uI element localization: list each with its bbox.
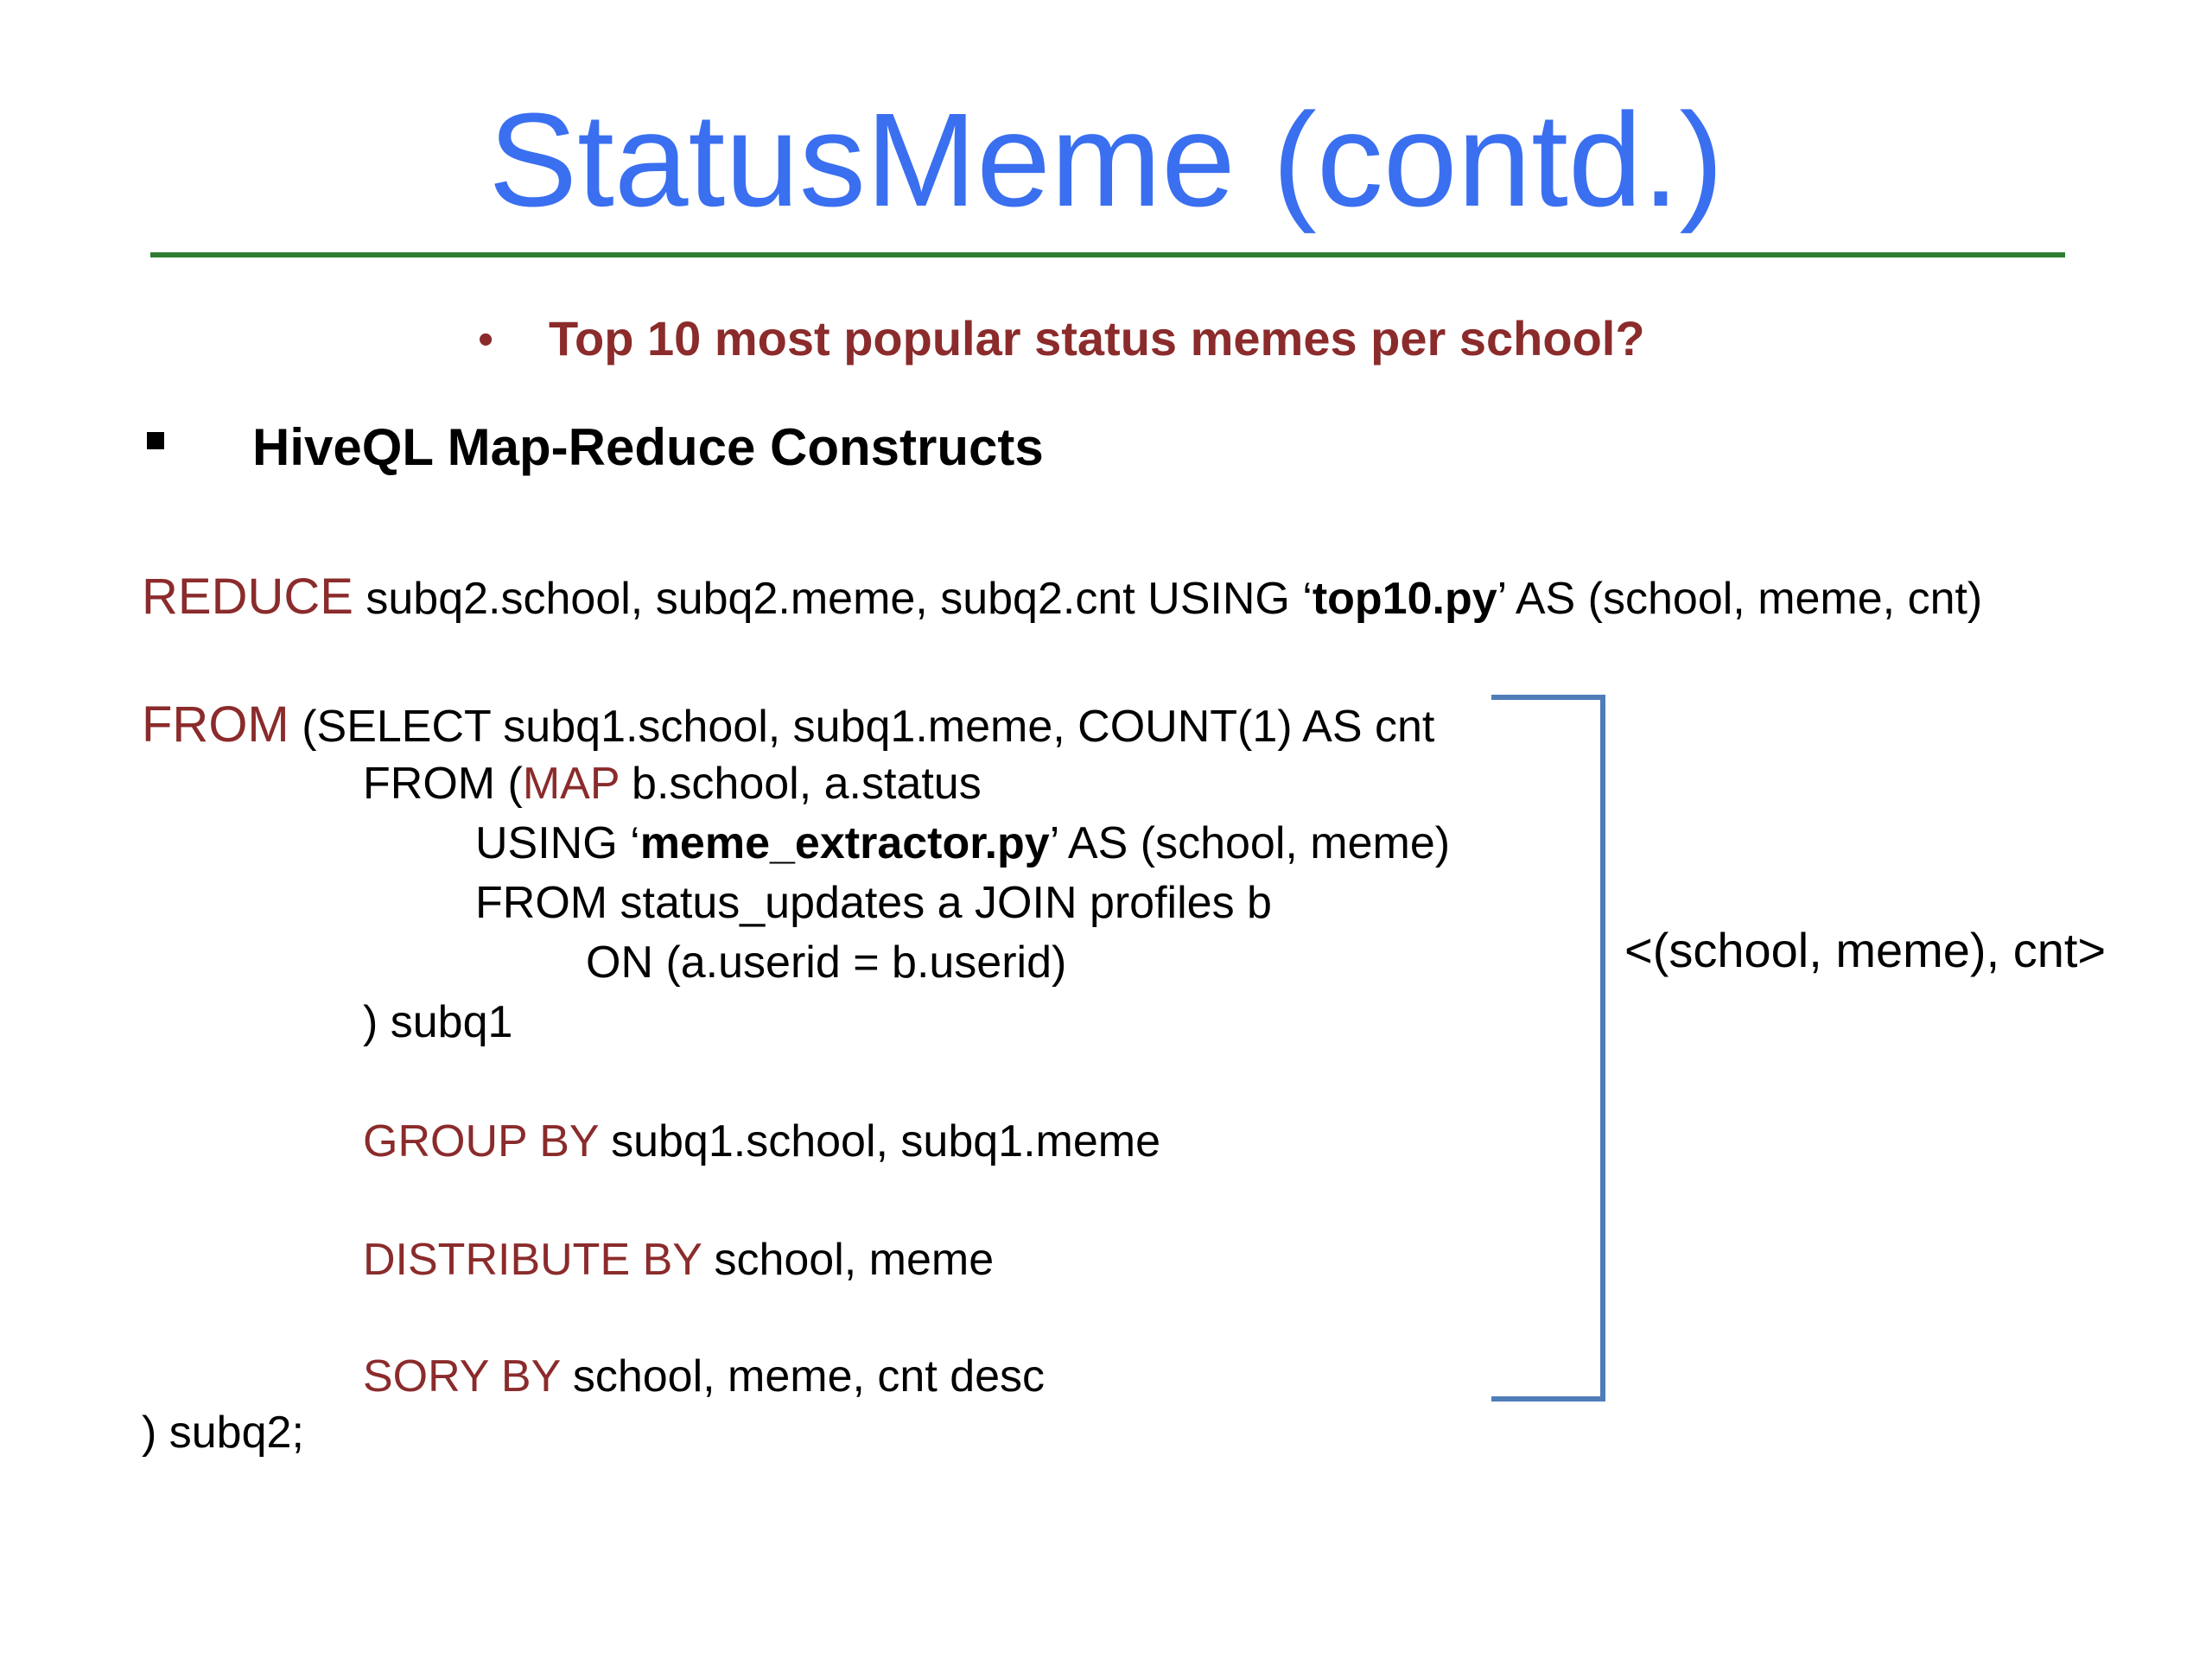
code-line-distribute-by (363, 1231, 994, 1288)
code-text: subq2.school, subq2.meme, subq2.cnt USING ‘ (353, 574, 1313, 624)
code-line-subq2-close (142, 1404, 304, 1461)
result-annotation: <(school, meme), cnt> (1624, 923, 2107, 977)
code-text: ) subq2; (142, 1408, 304, 1458)
code-line-subq1-close (363, 994, 512, 1051)
code-line-reduce (142, 569, 1982, 627)
code-text: FROM ( (363, 759, 523, 809)
heading-bullet-square (147, 432, 164, 449)
question-text: Top 10 most popular status memes per school? (549, 311, 1645, 365)
title-divider (150, 252, 2065, 257)
code-text: (SELECT subq1.school, subq1.meme, COUNT(1) AS cnt (289, 702, 1435, 752)
script-name-top10: top10.py (1312, 574, 1497, 624)
subquery-bracket (1491, 695, 1605, 1402)
code-line-join (475, 874, 1272, 931)
code-text: school, meme, cnt desc (560, 1351, 1046, 1402)
code-text: b.school, a.status (619, 759, 982, 809)
script-name-meme-extractor: meme_extractor.py (639, 818, 1050, 868)
code-text: subq1.school, subq1.meme (598, 1116, 1161, 1166)
question-bullet: • (478, 315, 494, 365)
section-heading: HiveQL Map-Reduce Constructs (252, 418, 1044, 476)
keyword-distribute-by: DISTRIBUTE BY (363, 1235, 702, 1285)
code-line-inner-from (363, 755, 982, 812)
code-text: school, meme (702, 1235, 995, 1285)
code-line-from (142, 696, 1434, 755)
code-text: ) subq1 (363, 997, 513, 1047)
code-line-using (475, 815, 1450, 872)
code-line-group-by (363, 1113, 1160, 1170)
code-line-on (586, 934, 1066, 991)
slide-title: StatusMeme (contd.) (488, 86, 1724, 234)
code-text: ON (a.userid = b.userid) (586, 938, 1067, 988)
keyword-from: FROM (142, 696, 289, 753)
code-line-sort-by (363, 1348, 1045, 1405)
code-text: USING ‘ (475, 818, 640, 868)
code-text: FROM status_updates a JOIN profiles b (475, 878, 1272, 928)
keyword-reduce: REDUCE (142, 569, 353, 625)
keyword-group-by: GROUP BY (363, 1116, 599, 1166)
code-text: ’ AS (school, meme, cnt) (1497, 574, 1983, 624)
code-text: ’ AS (school, meme) (1049, 818, 1451, 868)
keyword-map: MAP (522, 759, 620, 809)
keyword-sort-by: SORY BY (363, 1351, 561, 1402)
